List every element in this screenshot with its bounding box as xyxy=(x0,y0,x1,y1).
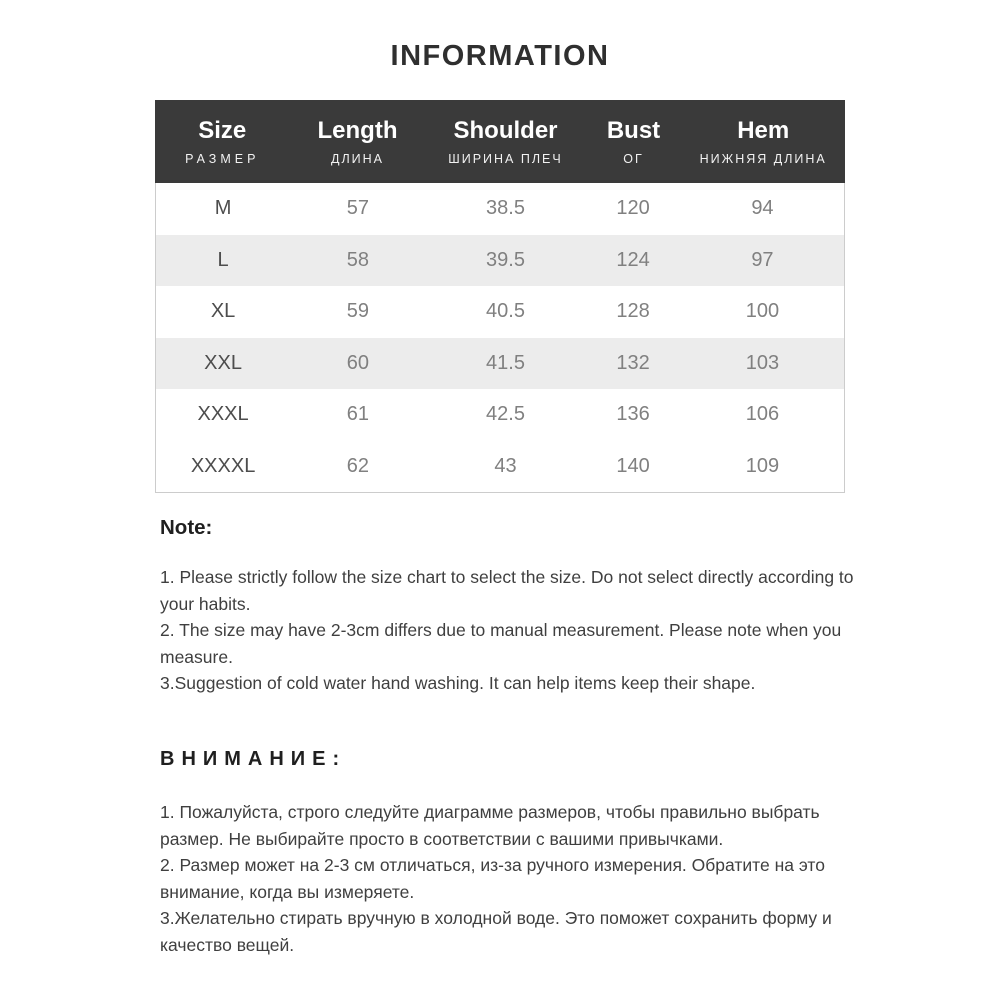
cell-size: L xyxy=(217,248,229,271)
size-chart-table xyxy=(155,100,845,493)
attention-heading: ВНИМАНИЕ: xyxy=(160,748,347,770)
table-row-xl xyxy=(156,286,844,338)
cell-size: XL xyxy=(210,300,236,323)
note-item-1: 1. Please strictly follow the size chart to select the size. Do not select directly according to your habits. xyxy=(160,567,854,614)
cell-length: 60 xyxy=(346,351,370,374)
cell-shoulder: 40.5 xyxy=(486,300,525,323)
column-header-size xyxy=(155,117,290,166)
column-label-ru: ДЛИНА xyxy=(330,152,385,166)
note-item-3: 3.Suggestion of cold water hand washing. It can help items keep their shape. xyxy=(160,673,756,694)
attention-item-1: 1. Пожалуйста, строго следуйте диаграмме размеров, чтобы правильно выбрать размер. Не выбирайте просто в соответствии с вашими привычками. xyxy=(160,802,820,849)
cell-length: 58 xyxy=(346,248,370,271)
cell-hem: 97 xyxy=(751,248,774,271)
cell-hem: 103 xyxy=(745,351,780,374)
table-row-xxl xyxy=(156,338,844,390)
cell-hem: 106 xyxy=(745,403,780,426)
cell-size: M xyxy=(214,197,232,220)
table-row-l xyxy=(156,235,844,287)
cell-size: XXL xyxy=(204,351,242,374)
cell-shoulder: 39.5 xyxy=(486,248,525,271)
cell-hem: 109 xyxy=(745,454,780,477)
attention-item-2: 2. Размер может на 2-3 см отличаться, из-за ручного измерения. Обратите на это внимание, когда вы измеряете. xyxy=(160,855,825,902)
cell-bust: 136 xyxy=(616,403,650,426)
attention-item-3: 3.Желательно стирать вручную в холодной воде. Это поможет сохранить форму и качество вещей. xyxy=(160,908,832,955)
cell-shoulder: 43 xyxy=(494,454,517,477)
table-body xyxy=(155,183,845,493)
column-header-hem xyxy=(681,117,845,166)
note-heading: Note: xyxy=(160,516,213,539)
column-label-en: Bust xyxy=(606,117,661,144)
cell-size: XXXL xyxy=(197,403,249,426)
table-row-xxxxl xyxy=(156,441,844,493)
cell-bust: 128 xyxy=(616,300,650,323)
cell-bust: 140 xyxy=(616,454,650,477)
column-label-en: Size xyxy=(198,117,247,144)
cell-shoulder: 41.5 xyxy=(486,351,525,374)
page-title: INFORMATION xyxy=(390,40,610,72)
attention-section xyxy=(160,748,882,959)
note-item-2: 2. The size may have 2-3cm differs due to manual measurement. Please note when you measure. xyxy=(160,620,842,667)
column-header-length xyxy=(290,117,426,166)
note-section xyxy=(160,516,882,697)
column-label-ru: РАЗМЕР xyxy=(185,152,260,166)
cell-length: 62 xyxy=(346,454,370,477)
cell-bust: 132 xyxy=(616,351,650,374)
cell-bust: 120 xyxy=(616,197,650,220)
table-header-row xyxy=(155,100,845,183)
note-body xyxy=(160,564,882,697)
table-row-m xyxy=(156,183,844,235)
cell-shoulder: 42.5 xyxy=(486,403,525,426)
column-label-ru: ОГ xyxy=(623,152,644,166)
cell-hem: 94 xyxy=(751,197,774,220)
cell-length: 57 xyxy=(346,197,370,220)
cell-length: 59 xyxy=(346,300,370,323)
column-label-en: Length xyxy=(317,117,398,144)
column-header-shoulder xyxy=(425,117,585,166)
column-header-bust xyxy=(586,117,682,166)
column-label-en: Shoulder xyxy=(453,117,558,144)
table-row-xxxl xyxy=(156,389,844,441)
column-label-ru: ШИРИНА ПЛЕЧ xyxy=(448,152,563,166)
cell-bust: 124 xyxy=(616,248,650,271)
cell-size: XXXXL xyxy=(190,454,256,477)
cell-hem: 100 xyxy=(745,300,780,323)
cell-length: 61 xyxy=(346,403,370,426)
cell-shoulder: 38.5 xyxy=(486,197,525,220)
attention-body xyxy=(160,799,882,959)
column-label-ru: НИЖНЯЯ ДЛИНА xyxy=(699,152,827,166)
column-label-en: Hem xyxy=(737,117,790,144)
